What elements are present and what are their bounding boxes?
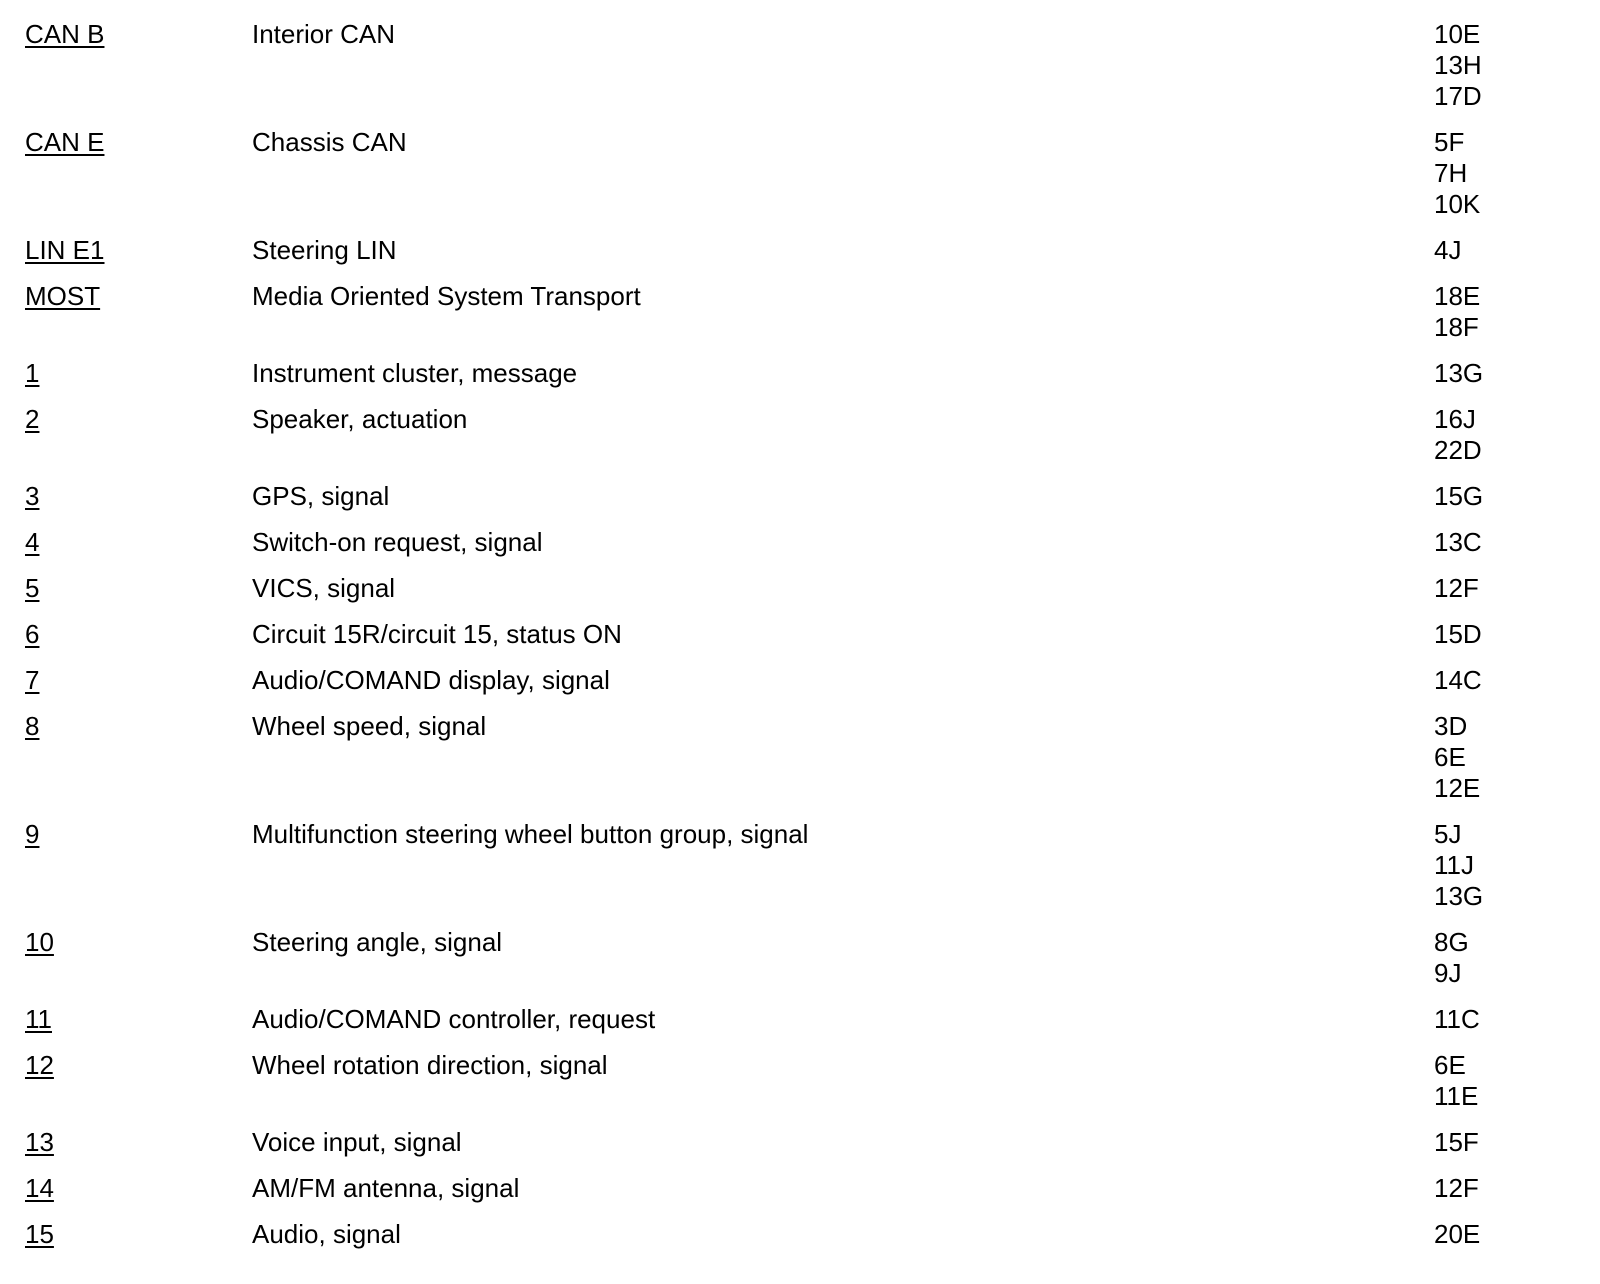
grid-reference-list (1434, 527, 1584, 558)
grid-reference: 7H (1434, 158, 1468, 188)
grid-reference-list (1434, 819, 1584, 912)
grid-reference: 10K (1434, 189, 1481, 219)
legend-row (0, 1173, 1600, 1204)
legend-description: Multifunction steering wheel button group, signal (252, 819, 809, 849)
grid-reference: 6E (1434, 1050, 1466, 1080)
legend-row (0, 711, 1600, 804)
legend-row (0, 1219, 1600, 1250)
legend-row (0, 573, 1600, 604)
grid-reference: 15D (1434, 619, 1482, 649)
grid-reference: 22D (1434, 435, 1482, 465)
grid-reference-list (1434, 358, 1584, 389)
legend-description: Wheel rotation direction, signal (252, 1050, 608, 1080)
grid-reference: 8G (1434, 927, 1469, 957)
grid-reference-list (1434, 573, 1584, 604)
grid-reference: 13G (1434, 881, 1484, 911)
grid-reference-list (1434, 1127, 1584, 1158)
legend-description: GPS, signal (252, 481, 390, 511)
grid-reference: 10E (1434, 19, 1481, 49)
legend-description: Steering angle, signal (252, 927, 503, 957)
legend-description: Audio, signal (252, 1219, 401, 1249)
grid-reference: 3D (1434, 711, 1468, 741)
grid-reference-list (1434, 1050, 1584, 1112)
legend-key-link[interactable]: LIN E1 (25, 235, 105, 265)
legend-key-link[interactable]: 1 (25, 358, 40, 388)
grid-reference-list (1434, 927, 1584, 989)
grid-reference: 12E (1434, 773, 1481, 803)
legend-key-link[interactable]: 9 (25, 819, 40, 849)
legend-row (0, 527, 1600, 558)
legend-key-link[interactable]: CAN B (25, 19, 105, 49)
grid-reference-list (1434, 235, 1584, 266)
legend-row (0, 481, 1600, 512)
legend-key-link[interactable]: 10 (25, 927, 54, 957)
legend-description: Steering LIN (252, 235, 397, 265)
legend-key-link[interactable]: 11 (25, 1004, 52, 1034)
legend-description: Audio/COMAND controller, request (252, 1004, 656, 1034)
grid-reference: 14C (1434, 665, 1482, 695)
grid-reference: 13G (1434, 358, 1484, 388)
grid-reference: 15F (1434, 1127, 1479, 1157)
legend-key-link[interactable]: 5 (25, 573, 40, 603)
grid-reference: 4J (1434, 235, 1462, 265)
legend-key-link[interactable]: 12 (25, 1050, 54, 1080)
legend-row (0, 1004, 1600, 1035)
grid-reference-list (1434, 1219, 1584, 1250)
legend-key-link[interactable]: 6 (25, 619, 40, 649)
legend-key-link[interactable]: MOST (25, 281, 101, 311)
grid-reference: 6E (1434, 742, 1466, 772)
legend-key-link[interactable]: 3 (25, 481, 40, 511)
legend-row (0, 619, 1600, 650)
legend-key-link[interactable]: 4 (25, 527, 40, 557)
grid-reference-list (1434, 619, 1584, 650)
grid-reference-list (1434, 404, 1584, 466)
legend-row (0, 404, 1600, 466)
grid-reference-list (1434, 19, 1584, 112)
grid-reference: 17D (1434, 81, 1482, 111)
legend-row (0, 1050, 1600, 1112)
legend-description: Switch-on request, signal (252, 527, 543, 557)
grid-reference: 15G (1434, 481, 1484, 511)
legend-key-link[interactable]: 8 (25, 711, 40, 741)
grid-reference-list (1434, 1173, 1584, 1204)
grid-reference-list (1434, 281, 1584, 343)
legend-key-link[interactable]: CAN E (25, 127, 105, 157)
legend-row (0, 281, 1600, 343)
grid-reference-list (1434, 127, 1584, 220)
legend-key-link[interactable]: 13 (25, 1127, 54, 1157)
legend-row (0, 127, 1600, 220)
grid-reference: 11E (1434, 1081, 1479, 1111)
legend-row (0, 19, 1600, 112)
grid-reference: 12F (1434, 1173, 1479, 1203)
legend-key-link[interactable]: 7 (25, 665, 40, 695)
grid-reference: 18F (1434, 312, 1479, 342)
grid-reference: 5J (1434, 819, 1462, 849)
legend-description: AM/FM antenna, signal (252, 1173, 520, 1203)
legend-description: Wheel speed, signal (252, 711, 487, 741)
grid-reference: 12F (1434, 573, 1479, 603)
legend-description: Chassis CAN (252, 127, 407, 157)
grid-reference: 11C (1434, 1004, 1480, 1034)
legend-row (0, 235, 1600, 266)
legend-description: Circuit 15R/circuit 15, status ON (252, 619, 622, 649)
legend-description: Media Oriented System Transport (252, 281, 641, 311)
legend-key-link[interactable]: 15 (25, 1219, 54, 1249)
legend-key-link[interactable]: 2 (25, 404, 40, 434)
grid-reference: 9J (1434, 958, 1462, 988)
grid-reference: 13H (1434, 50, 1482, 80)
legend-row (0, 358, 1600, 389)
legend-row (0, 819, 1600, 912)
grid-reference: 5F (1434, 127, 1465, 157)
legend-description: VICS, signal (252, 573, 396, 603)
grid-reference: 13C (1434, 527, 1482, 557)
grid-reference: 11J (1434, 850, 1474, 880)
legend-description: Voice input, signal (252, 1127, 462, 1157)
legend-row (0, 665, 1600, 696)
legend-description: Speaker, actuation (252, 404, 468, 434)
grid-reference-list (1434, 665, 1584, 696)
legend-description: Interior CAN (252, 19, 396, 49)
grid-reference: 16J (1434, 404, 1476, 434)
legend-row (0, 1127, 1600, 1158)
legend-description: Instrument cluster, message (252, 358, 578, 388)
grid-reference-list (1434, 711, 1584, 804)
legend-key-link[interactable]: 14 (25, 1173, 54, 1203)
grid-reference: 20E (1434, 1219, 1481, 1249)
legend-description: Audio/COMAND display, signal (252, 665, 610, 695)
grid-reference-list (1434, 1004, 1584, 1035)
grid-reference: 18E (1434, 281, 1481, 311)
legend-row (0, 927, 1600, 989)
grid-reference-list (1434, 481, 1584, 512)
